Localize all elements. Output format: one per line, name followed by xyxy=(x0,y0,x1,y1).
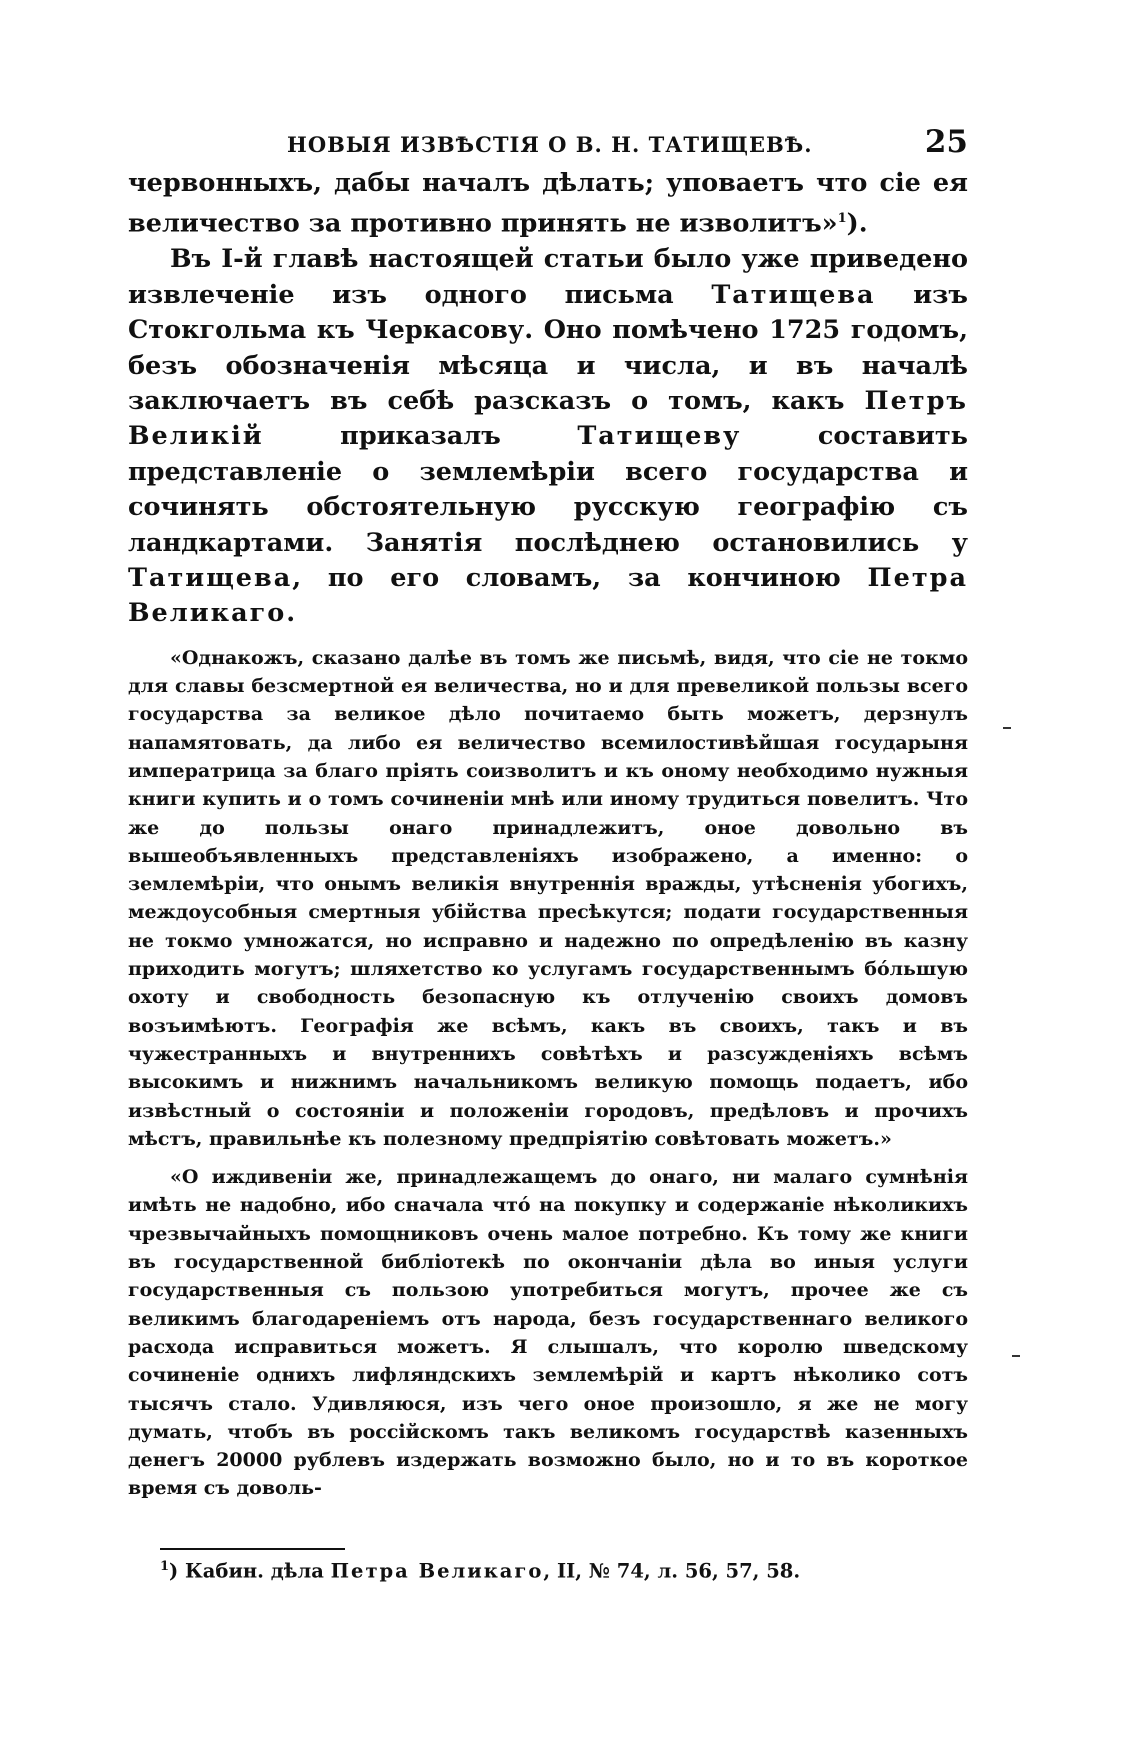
footnote-divider xyxy=(160,1548,345,1550)
text-run: изъ Стокгольма къ Черкасову. Оно помѣчено 1725 годомъ, безъ обозначенія мѣсяца и числа, и въ началѣ заключаетъ въ себѣ разсказъ о томъ, какъ xyxy=(128,279,968,416)
footnote-text-end: , II, № 74, л. 56, 57, 58. xyxy=(543,1559,801,1583)
footnote-mark: 1 xyxy=(160,1559,170,1574)
text-run: составить представленіе о землемѣріи всего государства и сочинять обстоятельную русскую географію съ ландкартами. Занятія послѣднею остановились у xyxy=(128,421,968,558)
page-number: 25 xyxy=(924,124,968,160)
paragraph-text: червонныхъ, дабы началъ дѣлать; уповаетъ что сіе ея величество за противно принять не изволитъ» xyxy=(128,168,968,239)
running-header xyxy=(128,118,968,166)
page xyxy=(128,118,968,1583)
text-run: Въ I-й главѣ настоящей статьи было уже приведено извлеченіе изъ одного письма xyxy=(128,244,968,310)
name-peter-the-great: Петръ Великій xyxy=(128,385,968,452)
quotation-1: «Однакожъ, сказано далѣе въ томъ же письмѣ, видя, что сіе не токмо для славы безсмертной ея величества, но и для превеликой пользы всего государства за великое дѣло почитаемо быть можетъ, дерзнулъ напамятовать, да либо ея величество всемилостивѣйшая государыня императрица за благо пріять соизволитъ и къ оному необходимо нужныя книги купить и о томъ сочиненіи мнѣ или иному трудиться повелитъ. Что же до пользы онаго принадлежитъ, оное довольно въ вышеобъявленныхъ представленіяхъ изображено, а именно: о землемѣріи, что онымъ великія внутреннія вражды, утѣсненія убогихъ, междоусобныя смертныя убійства пресѣкутся; подати государственныя не токмо умножатся, но исправно и надежно по опредѣленію въ казну приходить могутъ; шляхетство ко услугамъ государственнымъ бóльшую охоту и свободность безопасную къ отлученію своихъ домовъ возъимѣютъ. Географія же всѣмъ, какъ въ своихъ, такъ и въ чужестранныхъ и внутреннихъ совѣтѣхъ и разсужденіяхъ всѣмъ высокимъ и нижнимъ начальникомъ великую помощь подаетъ, ибо извѣстный о состояніи и положеніи городовъ, предѣловъ и прочихъ мѣстъ, правильнѣе къ полезному предпріятію совѣтовать можетъ.» xyxy=(128,646,968,1150)
paragraph-continuation xyxy=(128,166,968,242)
footnote-name: Петра Великаго xyxy=(330,1559,544,1583)
name-tatishchev: Татищева xyxy=(711,279,876,310)
paragraph-main xyxy=(128,242,968,631)
text-run: приказалъ xyxy=(263,421,578,452)
name-tatishchev: Татищева xyxy=(128,562,293,593)
text-run: . xyxy=(286,598,296,629)
name-tatishchev: Татищеву xyxy=(577,421,742,452)
quotation-2: «О иждивеніи же, принадлежащемъ до онаго, ни малаго сумнѣнія имѣть не надобно, ибо сначала что́ на покупку и содержаніе нѣколикихъ чрезвычайныхъ помощниковъ очень малое потребно. Къ тому же книги въ государственной библіотекѣ по окончаніи дѣла во иныя услуги государственныя съ пользою употребиться могутъ, прочее же съ великимъ благодареніемъ отъ народа, безъ государственнаго великого расхода исправиться можетъ. Я слышалъ, что королю шведскому сочиненіе однихъ лифляндскихъ землемѣрій и картъ нѣколико сотъ тысячъ стало. Удивляюся, изъ чего оное произошло, я же не могу думать, чтобъ въ россійскомъ такъ великомъ государствѣ казенныхъ денегъ 20000 рублевъ издержать возможно было, но и то въ короткое время съ доволь- xyxy=(128,1166,968,1500)
margin-mark xyxy=(1003,727,1011,729)
paragraph-text-end: ). xyxy=(846,208,868,239)
footnote-reference: 1 xyxy=(837,211,847,227)
margin-mark xyxy=(1012,1355,1020,1357)
text-run: , по его словамъ, за кончиною xyxy=(292,562,868,593)
name-peter-the-great: Петра Великаго xyxy=(128,562,968,629)
running-title: НОВЫЯ ИЗВѢСТІЯ О В. Н. ТАТИЩЕВѢ. xyxy=(287,132,813,157)
footnote xyxy=(160,1559,968,1583)
footnote-text: ) Кабин. дѣла xyxy=(169,1559,331,1583)
